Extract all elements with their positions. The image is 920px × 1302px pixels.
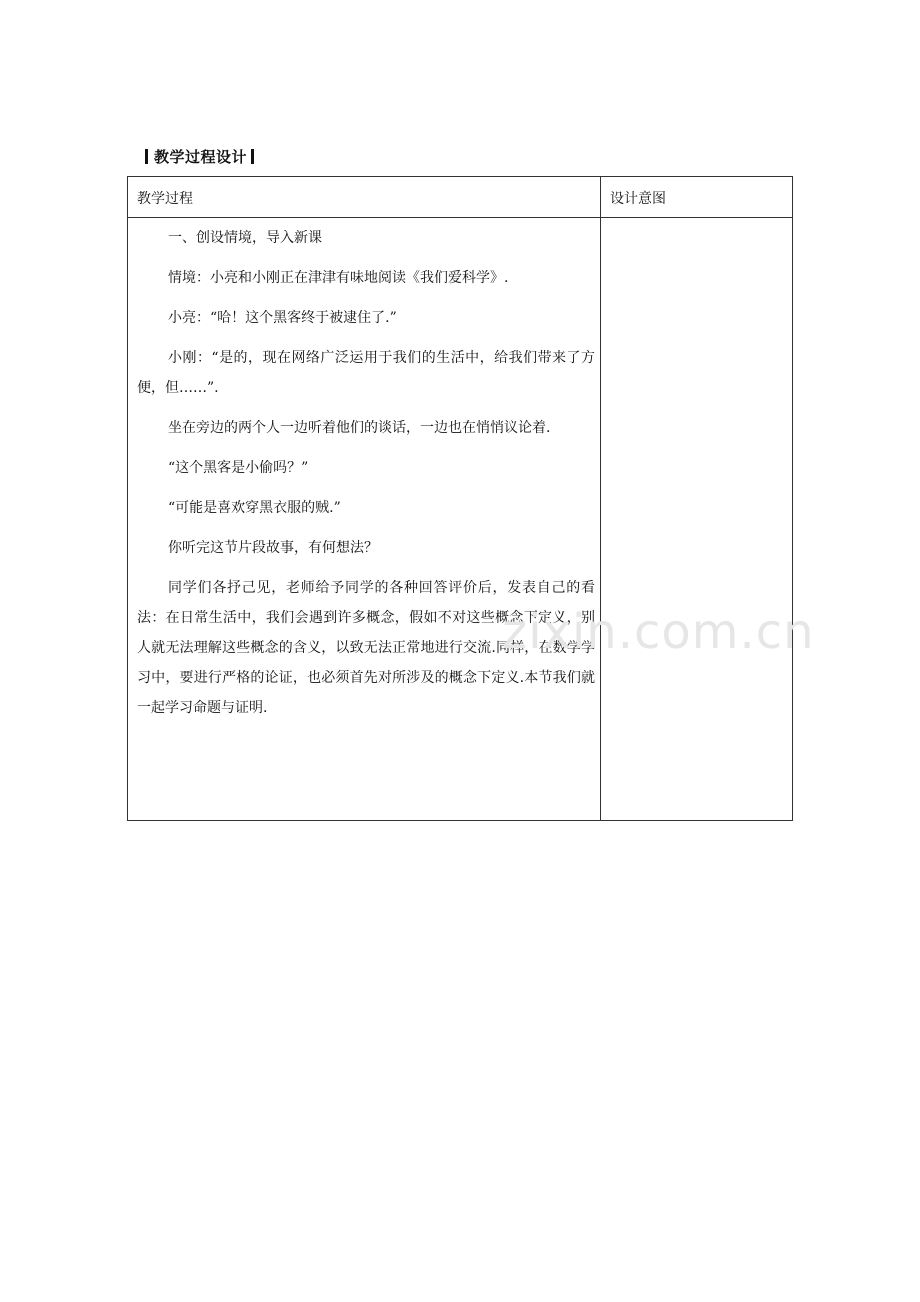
- heading-bar-left: [145, 149, 148, 164]
- paragraph-question-thief: “这个黑客是小偷吗？”: [168, 460, 309, 476]
- paragraph-prompt: 你听完这节片段故事，有何想法？: [168, 540, 378, 556]
- teaching-process-content: [137, 228, 595, 738]
- header-teaching-process: 教学过程: [137, 191, 193, 207]
- paragraph-answer-black-clothes: “可能是喜欢穿黑衣服的贼.”: [168, 500, 341, 516]
- paragraph-section-title: 一、创设情境，导入新课: [168, 230, 322, 246]
- paragraph-bystanders: 坐在旁边的两个人一边听着他们的谈话，一边也在悄悄议论着.: [168, 420, 551, 436]
- paragraph-xiaoliang: 小亮：“哈！这个黑客终于被逮住了.”: [168, 310, 397, 326]
- paragraph-scenario: 情境：小亮和小刚正在津津有味地阅读《我们爱科学》.: [168, 270, 509, 286]
- section-title: 教学过程设计: [154, 148, 248, 166]
- column-divider: [600, 177, 601, 820]
- lesson-table: [127, 176, 793, 821]
- header-design-intent: 设计意图: [610, 191, 666, 207]
- header-row-divider: [128, 217, 792, 218]
- paragraph-xiaogang: 小刚：“是的，现在网络广泛运用于我们的生活中，给我们带来了方便，但……”.: [137, 350, 595, 396]
- heading-bar-right: [251, 149, 254, 164]
- section-heading: [145, 146, 254, 167]
- paragraph-teacher-summary: 同学们各抒己见，老师给予同学的各种回答评价后，发表自己的看法：在日常生活中，我们会遇到许多概念，假如不对这些概念下定义，别人就无法理解这些概念的含义，以致无法正常地进行交流.同样，在数学学习中，要进行严格的论证，也必须首先对所涉及的概念下定义.本节我们就一起学习命题与证明.: [137, 580, 595, 716]
- watermark: zixin.com.cn: [502, 604, 815, 660]
